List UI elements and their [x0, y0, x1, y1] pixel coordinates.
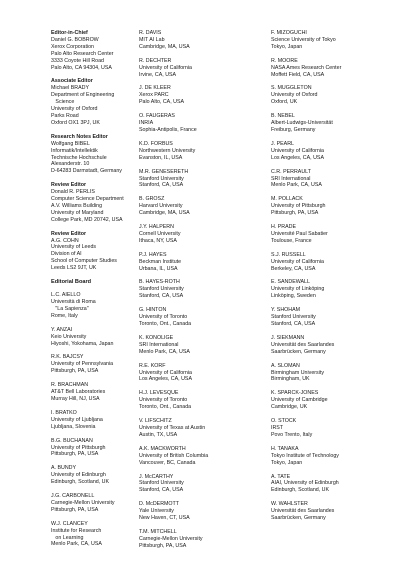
board-member-entry [139, 141, 257, 162]
affiliation-line: Tokyo, Japan [271, 459, 303, 466]
member-name: B.G. BUCHANAN [51, 437, 93, 444]
member-name: R. DECHTER [139, 57, 172, 64]
member-name: S. MUGGLETON [271, 85, 312, 92]
board-member-entry [139, 363, 257, 384]
affiliation-line: School of Computer Studies [51, 258, 117, 265]
member-name: H. TANAKA [271, 445, 299, 452]
editor-role: Editor-in-Chief [51, 30, 88, 36]
member-name: G. HINTON [139, 307, 167, 314]
affiliation-line: IRST [271, 424, 284, 431]
member-name: K. SPARCK-JONES [271, 390, 319, 397]
affiliation-line: Université Paul Sabatier [271, 230, 328, 237]
member-name: O. FAUGERAS [139, 113, 175, 120]
editor-role: Research Notes Editor [51, 133, 108, 140]
affiliation-line: New Haven, CT, USA [139, 515, 190, 522]
member-name: J. SIEKMANN [271, 334, 305, 341]
affiliation-line: Birmingham University [271, 369, 324, 376]
member-name: Y. ANZAI [51, 326, 73, 333]
affiliation-line: Keio University [51, 333, 87, 340]
affiliation-line: University of California [139, 369, 192, 376]
affiliation-line: Irvine, CA, USA [139, 71, 177, 78]
board-member-entry [139, 58, 257, 79]
section-heading: Editorial Board [51, 279, 92, 286]
affiliation-line: University of British Columbia [139, 452, 209, 459]
affiliation-line: University of Pittsburgh [271, 203, 326, 210]
member-name: Daniel G. BOBROW [51, 36, 99, 43]
board-member-entry [271, 113, 389, 134]
affiliation-line: Edinburgh, Scotland, UK [51, 479, 110, 486]
member-name: V. LIFSCHITZ [139, 418, 172, 425]
member-name: R. MOORE [271, 57, 298, 64]
affiliation-line: Palo Alto Research Center [51, 50, 114, 57]
affiliation-line: Universität des Saarlandes [271, 508, 335, 515]
affiliation-line: College Park, MD 20742, USA [51, 216, 123, 223]
affiliation-line: Parks Road [51, 112, 79, 119]
affiliation-line: Alexanderstr. 10 [51, 161, 90, 168]
affiliation-line: Birmingham, UK [271, 376, 310, 383]
member-name: R.E. KORF [139, 362, 166, 369]
affiliation-line: SRI International [271, 175, 311, 182]
affiliation-line: Urbana, IL, USA [139, 265, 178, 272]
affiliation-line: University of Linköping [271, 286, 325, 293]
affiliation-line: University of California [271, 147, 324, 154]
affiliation-line: Harvard University [139, 203, 183, 210]
affiliation-line: Murray Hill, NJ, USA [51, 395, 100, 402]
affiliation-line: University of Toronto [139, 397, 188, 404]
affiliation-line: University of California [271, 258, 324, 265]
affiliation-line: Los Angeles, CA, USA [139, 376, 192, 383]
member-name: J. PEARL [271, 140, 294, 147]
affiliation-line: Northwestern University [139, 147, 196, 154]
member-name: R. BRACHMAN [51, 382, 89, 389]
board-member-entry [139, 335, 257, 356]
affiliation-line: Oxford, UK [271, 99, 298, 106]
member-name: A. BUNDY [51, 465, 77, 472]
affiliation-line: Toulouse, France [271, 237, 312, 244]
board-member-entry [271, 363, 389, 384]
affiliation-line: Evanston, IL, USA [139, 154, 183, 161]
affiliation-line: University of Texas at Austin [139, 424, 206, 431]
member-name: H. PRADE [271, 224, 297, 231]
affiliation-line: Berkeley, CA, USA [271, 265, 316, 272]
board-member-entry [139, 224, 257, 245]
affiliation-line: University of Oxford [271, 92, 318, 99]
affiliation-line: Povo Trento, Italy [271, 431, 313, 438]
board-member-entry [139, 169, 257, 190]
affiliation-line: University of Pennsylvania [51, 361, 114, 368]
affiliation-line: Menlo Park, CA, USA [139, 348, 190, 355]
member-name: T.M. MITCHELL [139, 528, 177, 535]
affiliation-line: Università di Roma [51, 299, 96, 305]
affiliation-line: Sophia-Antipolis, France [139, 126, 197, 133]
affiliation-line: Beckman Institute [139, 258, 182, 265]
member-name: Donald R. PERLIS [51, 189, 95, 196]
affiliation-line: Pittsburgh, PA, USA [51, 368, 99, 375]
affiliation-line: University of Leeds [51, 244, 97, 251]
board-member-entry [271, 474, 389, 495]
affiliation-line: Moffett Field, CA, USA [271, 71, 325, 78]
member-name: H.J. LEVESQUE [139, 390, 179, 397]
column-middle [139, 30, 257, 557]
affiliation-line: University of Pittsburgh [51, 444, 106, 451]
affiliation-line: Tokyo Institute of Technology [271, 452, 339, 459]
affiliation-line: Stanford, CA, USA [271, 321, 316, 327]
board-member-entry [271, 335, 389, 356]
affiliation-line: D-64283 Darmstadt, Germany [51, 168, 122, 175]
affiliation-line: Oxford OX1 3PJ, UK [51, 119, 100, 126]
affiliation-line: Edinburgh, Scotland, UK [271, 487, 330, 494]
affiliation-line: Science University of Tokyo [271, 36, 336, 43]
board-member-entry [139, 418, 257, 439]
board-member-entry [139, 474, 257, 495]
member-name: A. SLOMAN [271, 362, 300, 369]
affiliation-line: "La Sapienza" [51, 305, 89, 312]
editor-role: Review Editor [51, 182, 87, 189]
affiliation-line: Menlo Park, CA, USA [271, 182, 322, 189]
board-member-entry [271, 501, 389, 522]
member-name: Y. SHOHAM [271, 307, 301, 314]
member-name: K. KONOLIGE [139, 334, 174, 341]
affiliation-line: INRIA [139, 120, 154, 127]
affiliation-line: University of Edinburgh [51, 472, 106, 479]
affiliation-line: Vancouver, BC, Canada [139, 459, 196, 466]
board-member-entry [271, 446, 389, 467]
member-name: M.R. GENESERETH [139, 168, 189, 175]
affiliation-line: Pittsburgh, PA, USA [271, 210, 319, 217]
board-member-entry [271, 224, 389, 245]
affiliation-line: AT&T Bell Laboratories [51, 389, 106, 396]
affiliation-line: Xerox PARC [139, 92, 169, 99]
member-name: S.J. RUSSELL [271, 251, 306, 258]
member-name: B. GROSZ [139, 196, 165, 203]
affiliation-line: SRI International [139, 341, 179, 348]
member-name: B. NEBEL [271, 113, 295, 120]
affiliation-line: NASA Ames Research Center [271, 64, 342, 71]
member-name: A. TATE [271, 473, 291, 480]
affiliation-line: Yale University [139, 508, 174, 515]
affiliation-line: Tokyo, Japan [271, 43, 303, 50]
affiliation-line: University of Maryland [51, 209, 104, 216]
affiliation-line: Saarbrücken, Germany [271, 515, 326, 522]
affiliation-line: Hiyoshi, Yokohama, Japan [51, 340, 114, 347]
affiliation-line: Carnegie-Mellon University [51, 499, 115, 506]
editor-role: Review Editor [51, 230, 87, 237]
member-name: J. DE KLEER [139, 85, 171, 92]
affiliation-line: Universität des Saarlandes [271, 341, 335, 348]
member-name: R.K. BAJCSY [51, 354, 84, 361]
affiliation-line: University of Oxford [51, 106, 98, 113]
affiliation-line: Stanford, CA, USA [139, 487, 184, 494]
board-member-entry [139, 529, 257, 550]
affiliation-line: Menlo Park, CA, USA [51, 541, 102, 548]
member-name: Wolfgang BIBEL [51, 140, 90, 147]
board-member-entry [271, 169, 389, 190]
affiliation-line: 3333 Coyote Hill Road [51, 57, 104, 64]
member-name: D. McDERMOTT [139, 501, 180, 508]
affiliation-line: Xerox Corporation [51, 43, 94, 50]
board-member-entry [139, 307, 257, 328]
board-member-entry [271, 307, 389, 328]
member-name: F. MIZOGUCHI [271, 30, 307, 36]
affiliation-line: Carnegie-Mellon University [139, 535, 203, 542]
board-member-entry [271, 252, 389, 273]
member-name: R. DAVIS [139, 30, 162, 36]
member-name: A.K. MACKWORTH [139, 445, 186, 452]
board-member-entry [271, 30, 389, 51]
board-member-entry [271, 58, 389, 79]
affiliation-line: Toronto, Ont., Canada [139, 404, 192, 411]
board-member-entry [139, 196, 257, 217]
member-name: W. WAHLSTER [271, 501, 308, 508]
board-member-entry [139, 501, 257, 522]
board-member-entry [139, 252, 257, 273]
board-member-entry [271, 390, 389, 411]
affiliation-line: Stanford University [271, 314, 316, 321]
affiliation-line: Science [51, 99, 75, 106]
affiliation-line: Pittsburgh, PA, USA [139, 542, 187, 549]
affiliation-line: Los Angeles, CA, USA [271, 154, 324, 161]
affiliation-line: Austin, TX, USA [139, 431, 178, 438]
member-name: P.J. HAYES [139, 251, 167, 258]
member-name: J. McCARTHY [139, 473, 174, 480]
affiliation-line: Leeds LS2 9JT, UK [51, 265, 97, 272]
affiliation-line: Department of Engineering [51, 92, 115, 99]
affiliation-line: Palo Alto, CA, USA [139, 99, 185, 106]
board-member-entry [271, 418, 389, 439]
board-member-entry [139, 30, 257, 51]
member-name: B. HAYES-ROTH [139, 279, 180, 286]
affiliation-line: Ljubljana, Slovenia [51, 423, 96, 430]
member-name: I. BRATKO [51, 409, 77, 416]
member-name: A.G. COHN [51, 237, 79, 244]
board-member-entry [271, 141, 389, 162]
board-member-entry [139, 390, 257, 411]
board-member-entry [139, 279, 257, 300]
affiliation-line: Stanford University [139, 286, 184, 293]
affiliation-line: Technische Hochschule [51, 154, 107, 161]
affiliation-line: Cornell University [139, 230, 181, 237]
affiliation-line: Pittsburgh, PA, USA [51, 506, 99, 513]
affiliation-line: A.V. Williams Building [51, 202, 103, 209]
member-name: E. SANDEWALL [271, 279, 310, 286]
affiliation-line: Cambridge, UK [271, 404, 308, 411]
affiliation-line: on Learning [51, 534, 84, 541]
affiliation-line: University of California [139, 64, 192, 71]
affiliation-line: Cambridge, MA, USA [139, 210, 190, 217]
board-member-entry [271, 279, 389, 300]
member-name: K.D. FORBUS [139, 140, 173, 147]
board-member-entry [271, 196, 389, 217]
affiliation-line: Computer Science Department [51, 196, 124, 203]
affiliation-line: Palo Alto, CA 94304, USA [51, 64, 112, 71]
affiliation-line: Rome, Italy [51, 312, 78, 319]
affiliation-line: Linköping, Sweden [271, 293, 316, 300]
member-name: O. STOCK [271, 418, 297, 425]
affiliation-line: Stanford University [139, 175, 184, 182]
member-name: L.C. AIELLO [51, 292, 81, 299]
board-member-entry [139, 85, 257, 106]
affiliation-line: Stanford, CA, USA [139, 293, 184, 300]
affiliation-line: Institute for Research [51, 527, 102, 534]
affiliation-line: Toronto, Ont., Canada [139, 321, 192, 327]
affiliation-line: Cambridge, MA, USA [139, 43, 190, 50]
member-name: J.G. CARBONELL [51, 493, 95, 500]
affiliation-line: University of Ljubljana [51, 416, 103, 423]
member-name: C.R. PERRAULT [271, 168, 311, 175]
member-name: J.Y. HALPERN [139, 224, 174, 231]
affiliation-line: University of Cambridge [271, 397, 328, 404]
affiliation-line: Ithaca, NY, USA [139, 237, 177, 244]
affiliation-line: Albert-Ludwigs-Universität [271, 120, 333, 127]
affiliation-line: Pittsburgh, PA, USA [51, 451, 99, 458]
affiliation-line: AIAI, University of Edinburgh [271, 480, 339, 487]
board-member-entry [271, 85, 389, 106]
column-right [271, 30, 389, 529]
affiliation-line: Stanford University [139, 480, 184, 487]
member-name: W.J. CLANCEY [51, 520, 88, 527]
affiliation-line: Freiburg, Germany [271, 126, 316, 133]
affiliation-line: Saarbrücken, Germany [271, 348, 326, 355]
member-name: M. POLLACK [271, 196, 303, 203]
affiliation-line: University of Toronto [139, 314, 188, 321]
affiliation-line: Informatik/Intellektik [51, 147, 98, 154]
affiliation-line: Division of AI [51, 251, 82, 258]
affiliation-line: Stanford, CA, USA [139, 182, 184, 189]
member-name: Michael BRADY [51, 85, 89, 92]
board-member-entry [139, 446, 257, 467]
affiliation-line: MIT AI Lab [139, 36, 165, 43]
board-member-entry [139, 113, 257, 134]
editor-role: Associate Editor [51, 78, 93, 85]
